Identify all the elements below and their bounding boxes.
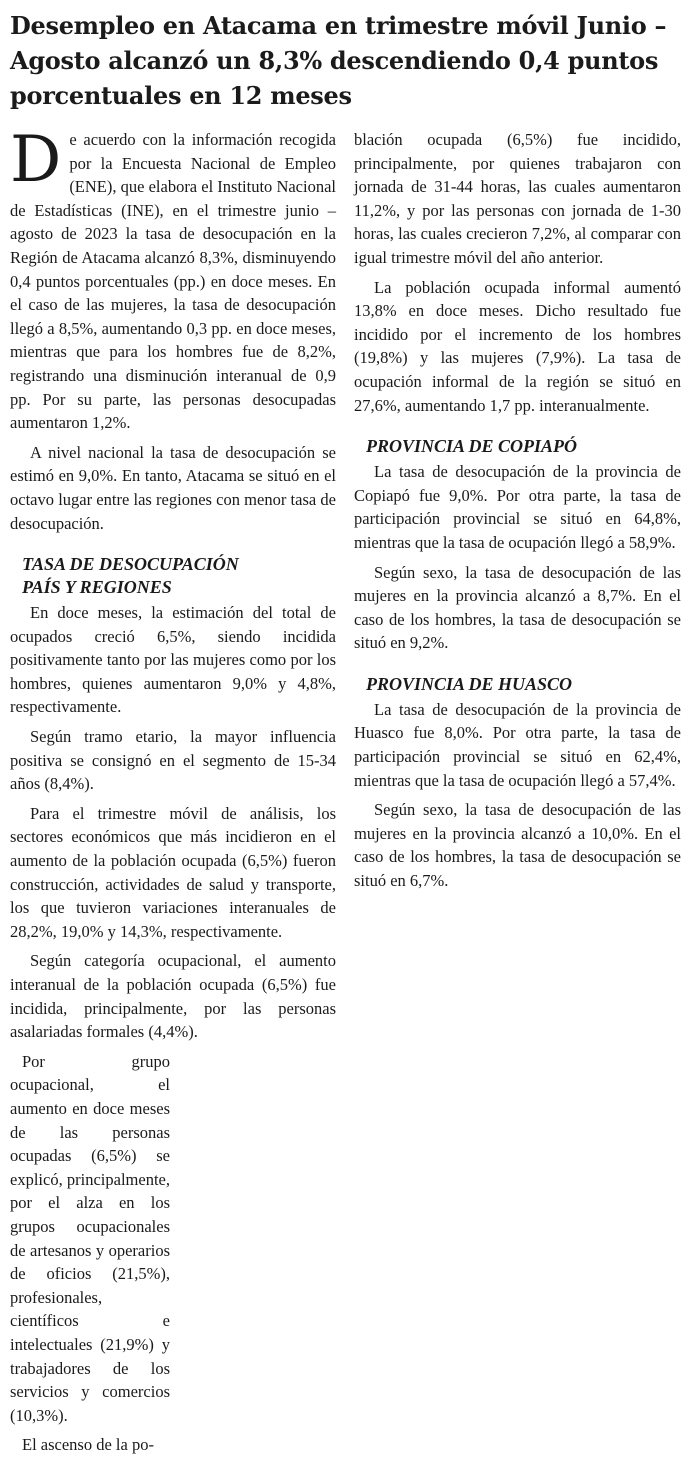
- subheading-provincia-huasco: PROVINCIA DE HUASCO: [366, 673, 573, 694]
- paragraph: Según sexo, la tasa de desocupación de las mujeres en la provincia alcanzó a 10,0%. En el caso de los hombres, la tasa de desocupación se situó en 6,7%.: [354, 800, 681, 891]
- paragraph: La tasa de desocupación de la provincia de Copiapó fue 9,0%. Por otra parte, la tasa de participación provincial se situó en 64,8%, mientras que la tasa de ocupación llegó a 58,9%.: [354, 462, 681, 552]
- subheading-line: PAÍS Y REGIONES: [22, 577, 172, 598]
- paragraph: blación ocupada (6,5%) fue incidido, principalmente, por quienes trabajaron con jornada de 31-44 horas, las cuales aumentaron 11,2%, y por las personas con jornada de 1-30 horas, las cuales crecieron 7,2%, al comparar con igual trimestre móvil del año anterior.: [354, 130, 681, 267]
- intro-paragraph: [10, 123, 336, 435]
- paragraph: Por grupo ocupacional, el aumento en doce meses de las personas ocupadas (6,5%) se explicó, principalmente, por el alza en los grupos ocupacionales de artesanos y operarios de oficios (21,5%), profesionales, científicos e intelectuales (21,9%) y trabajadores de los servicios y comercios (10,3%).: [10, 1051, 170, 1425]
- narrow-text-block: [10, 1050, 170, 1457]
- subheading-line: TASA DE DESOCUPACIÓN: [22, 554, 239, 575]
- paragraph: Según tramo etario, la mayor influencia positiva se consignó en el segmento de 15-34 años (8,4%).: [10, 727, 336, 794]
- paragraph: El ascenso de la po-: [22, 1435, 154, 1455]
- drop-cap: D: [10, 123, 62, 197]
- subheading-provincia-copiapo: PROVINCIA DE COPIAPÓ: [366, 436, 578, 457]
- subheading-tasa-desocupacion: [22, 553, 336, 599]
- intro-text: e acuerdo con la información recogida por la Encuesta Nacional de Empleo (ENE), que elabora el Instituto Nacional de Estadísticas (INE), en el trimestre junio – agosto de 2023 la tasa de desocupación en la Región de Atacama alcanzó 8,3%, disminuyendo 0,4 puntos porcentuales (pp.) en doce meses. En el caso de las mujeres, la tasa de desocupación llegó a 8,5%, aumentando 0,3 pp. en doce meses, mientras que para los hombres fue de 8,2%, registrando una disminución interanual de 0,9 pp. Por su parte, las personas desocupadas aumentaron 1,2%.: [10, 130, 336, 433]
- paragraph: Según categoría ocupacional, el aumento interanual de la población ocupada (6,5%) fue incidida, principalmente, por las personas asalariadas formales (4,4%).: [10, 951, 336, 1042]
- paragraph: A nivel nacional la tasa de desocupación se estimó en 9,0%. En tanto, Atacama se situó en el octavo lugar entre las regiones con menor tasa de desocupación.: [10, 442, 336, 533]
- paragraph: La población ocupada informal aumentó 13,8% en doce meses. Dicho resultado fue incidido por el incremento de los hombres (19,8%) y las mujeres (7,9%). La tasa de ocupación informal de la región se situó en 27,6%, aumentando 1,7 pp. interanualmente.: [354, 277, 681, 415]
- paragraph: En doce meses, la estimación del total de ocupados creció 6,5%, siendo incidida positivamente tanto por las mujeres como por los hombres, quienes aumentaron 9,0% y 4,8%, respectivamente.: [10, 603, 336, 717]
- paragraph: Para el trimestre móvil de análisis, los sectores económicos que más incidieron en el aumento de la población ocupada (6,5%) fueron construcción, actividades de salud y transporte, los que tuvieron variaciones interanuales de 28,2%, 19,0% y 14,3%, respectivamente.: [10, 803, 336, 941]
- paragraph: Según sexo, la tasa de desocupación de las mujeres en la provincia alcanzó a 8,7%. En el caso de los hombres, la tasa de desocupación se situó en 9,2%.: [354, 562, 681, 653]
- article-headline: Desempleo en Atacama en trimestre móvil Junio – Agosto alcanzó un 8,3% descendiendo 0,4 puntos porcentuales en 12 meses: [10, 11, 667, 110]
- article-column-left: [10, 123, 336, 1463]
- paragraph: La tasa de desocupación de la provincia de Huasco fue 8,0%. Por otra parte, la tasa de participación provincial se situó en 62,4%, mientras que la tasa de ocupación llegó a 57,4%.: [354, 699, 681, 790]
- article-column-right: [354, 128, 681, 899]
